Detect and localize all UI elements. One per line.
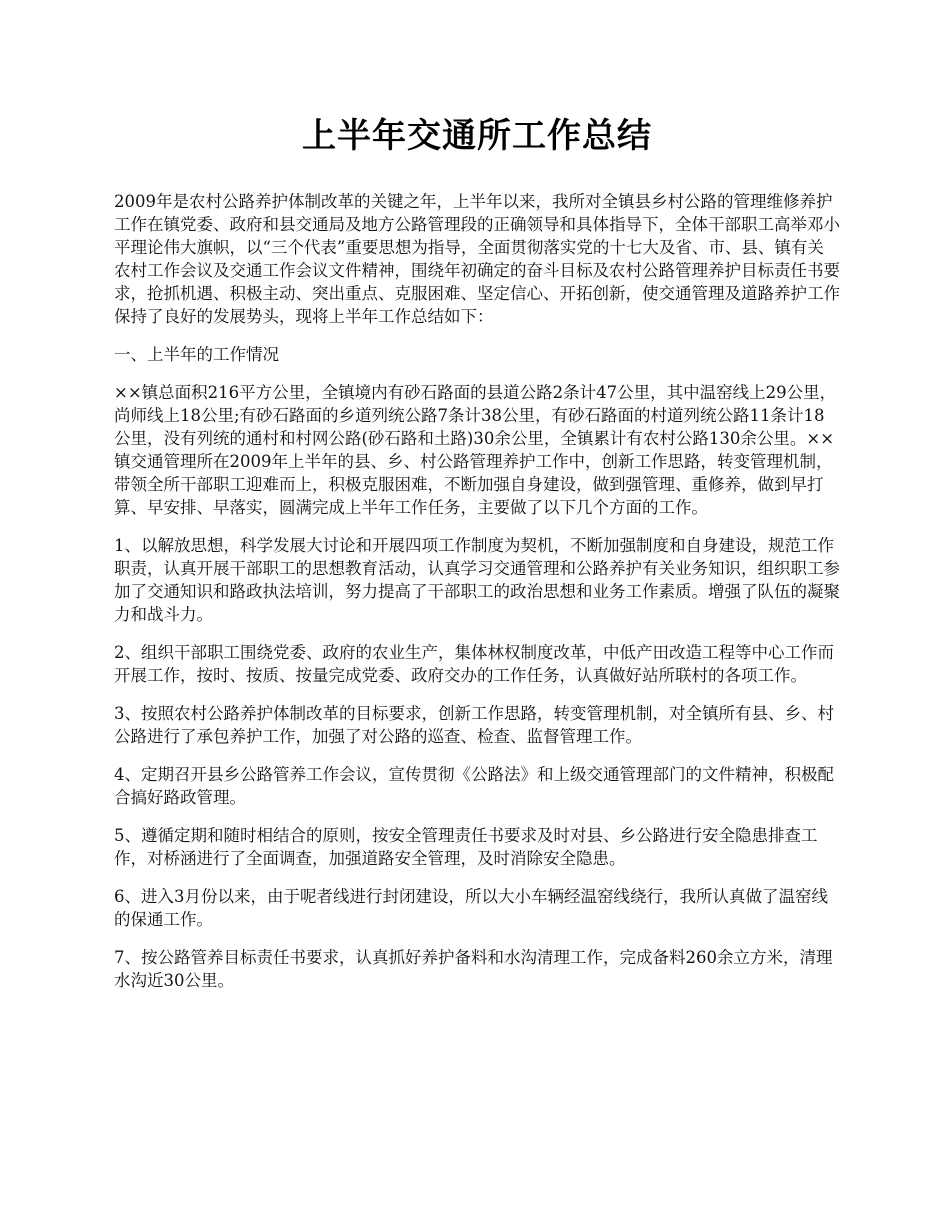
work-item-6: 6、进入3月份以来，由于呢者线进行封闭建设，所以大小车辆经温窑线绕行，我所认真做了温窑线的保通工作。 (114, 887, 828, 929)
work-item-1: 1、以解放思想，科学发展大讨论和开展四项工作制度为契机，不断加强制度和自身建设，规范工作职责，认真开展干部职工的思想教育活动，认真学习交通管理和公路养护有关业务知识，组织职工参加了交通知识和路政执法培训，努力提高了干部职工的政治思想和业务工作素质。增强了队伍的凝聚力和战斗力。 (114, 536, 840, 624)
work-item-3: 3、按照农村公路养护体制改革的目标要求，创新工作思路，转变管理机制，对全镇所有县、乡、村公路进行了承包养护工作，加强了对公路的巡查、检查、监督管理工作。 (114, 704, 834, 746)
intro-paragraph: 2009年是农村公路养护体制改革的关键之年，上半年以来，我所对全镇县乡村公路的管理维修养护工作在镇党委、政府和县交通局及地方公路管理段的正确领导和具体指导下，全体干部职工高举邓小平理论伟大旗帜，以“三个代表”重要思想为指导，全面贯彻落实党的十七大及省、市、县、镇有关农村工作会议及交通工作会议文件精神，围绕年初确定的奋斗目标及农村公路管理养护目标责任书要求，抢抓机遇、积极主动、突出重点、克服困难、坚定信心、开拓创新，使交通管理及道路养护工作保持了良好的发展势头，现将上半年工作总结如下： (114, 192, 840, 326)
document-title: 上半年交通所工作总结 (302, 116, 652, 156)
work-item-4: 4、定期召开县乡公路管养工作会议，宣传贯彻《公路法》和上级交通管理部门的文件精神，积极配合搞好路政管理。 (114, 765, 834, 807)
section-heading: 一、上半年的工作情况 (114, 345, 279, 364)
work-item-2: 2、组织干部职工围绕党委、政府的农业生产，集体林权制度改革，中低产田改造工程等中心工作而开展工作，按时、按质、按量完成党委、政府交办的工作任务，认真做好站所联村的各项工作。 (114, 643, 834, 685)
work-item-5: 5、遵循定期和随时相结合的原则，按安全管理责任书要求及时对县、乡公路进行安全隐患排查工作，对桥涵进行了全面调查，加强道路安全管理，及时消除安全隐患。 (114, 826, 818, 868)
overview-paragraph: ××镇总面积216平方公里，全镇境内有砂石路面的县道公路2条计47公里，其中温窑线上29公里，尚师线上18公里;有砂石路面的乡道列统公路7条计38公里，有砂石路面的村道列统公路11条计18公里，没有列统的通村和村网公路(砂石路和土路)30余公里，全镇累计有农村公路130余公里。××镇交通管理所在2009年上半年的县、乡、村公路管理养护工作中，创新工作思路，转变管理机制，带领全所干部职工迎难而上，积极克服困难，不断加强自身建设，做到强管理、重修养，做到早打算、早安排、早落实，圆满完成上半年工作任务，主要做了以下几个方面的工作。 (114, 383, 837, 517)
work-item-7: 7、按公路管养目标责任书要求，认真抓好养护备料和水沟清理工作，完成备料260余立方米，清理水沟近30公里。 (114, 948, 833, 990)
